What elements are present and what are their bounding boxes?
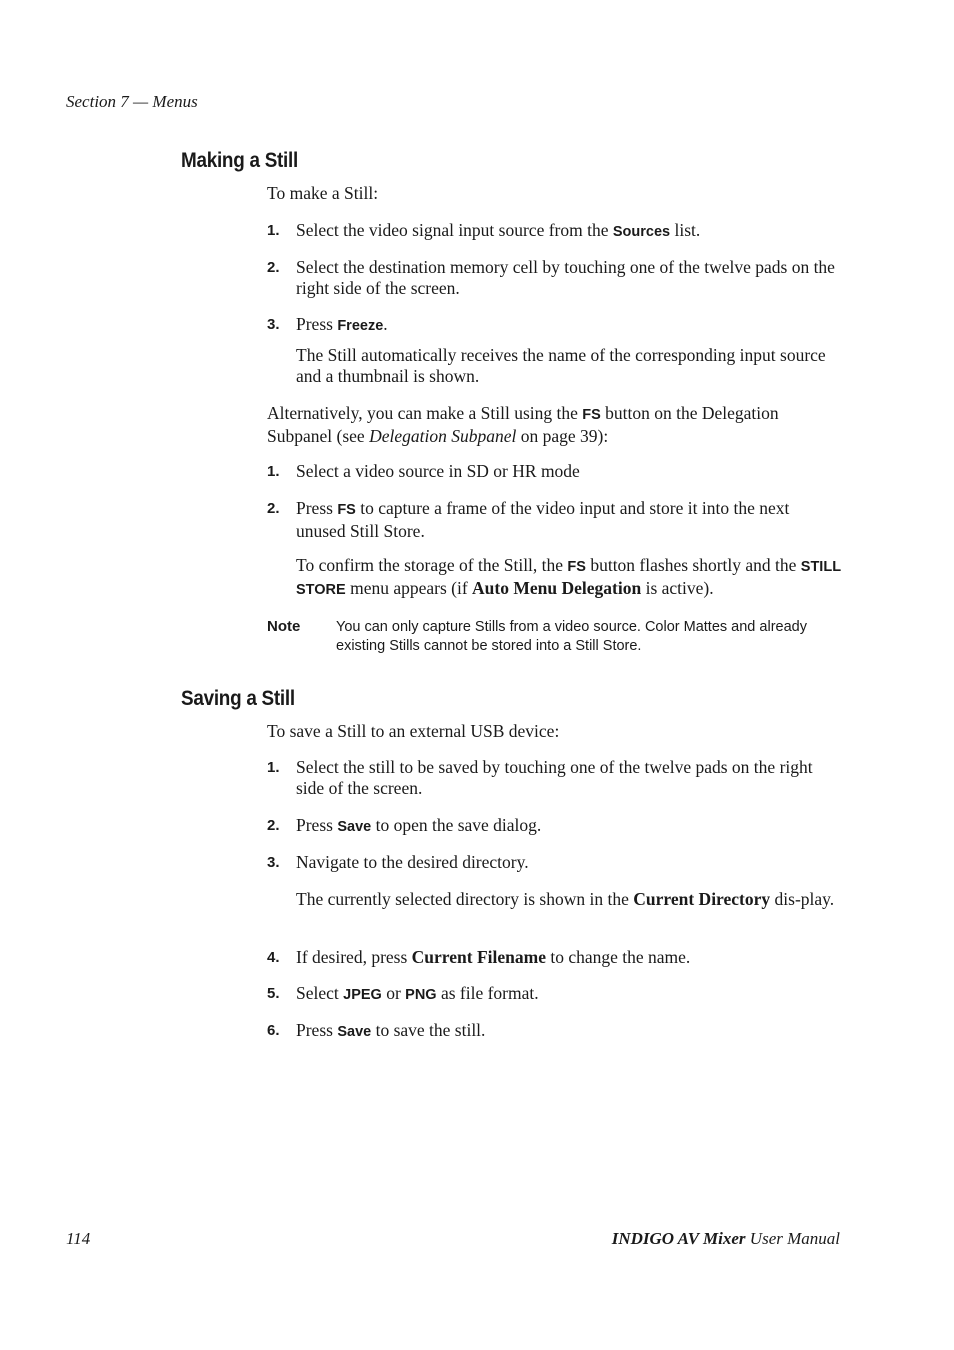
step-number: 1. bbox=[267, 222, 280, 239]
making-step-1: 1. Select the video signal input source from the Sources list. bbox=[267, 220, 701, 240]
ui-label-save: Save bbox=[337, 1024, 372, 1040]
page-number: 114 bbox=[66, 1229, 91, 1248]
heading-saving-a-still: Saving a Still bbox=[181, 687, 295, 710]
making-step-3-result: The Still automatically receives the name of the corresponding input source and a thumbnail is shown. bbox=[296, 345, 826, 386]
making-intro: To make a Still: bbox=[267, 183, 379, 203]
footer-title: INDIGO AV Mixer User Manual bbox=[611, 1229, 840, 1248]
saving-step-3: 3. Navigate to the desired directory. bbox=[267, 852, 529, 872]
bold-term: Auto Menu Delegation bbox=[472, 578, 642, 598]
ui-label-fs: FS bbox=[567, 559, 586, 575]
step-number: 5. bbox=[267, 985, 280, 1002]
saving-step-3-result: The currently selected directory is shown in the Current Directory dis-play. bbox=[296, 889, 835, 909]
running-head: Section 7 — Menus bbox=[66, 92, 198, 111]
cross-reference-link[interactable]: Delegation Subpanel bbox=[369, 426, 517, 446]
step-number: 2. bbox=[267, 500, 280, 517]
making-step-3: 3. Press Freeze. bbox=[267, 314, 388, 334]
ui-label-jpeg: JPEG bbox=[343, 987, 382, 1003]
bold-term: Current Filename bbox=[411, 947, 546, 967]
step-number: 4. bbox=[267, 949, 280, 966]
ui-label-freeze: Freeze bbox=[337, 318, 384, 334]
making-step-2: 2. Select the destination memory cell by touching one of the twelve pads on the right side of the screen. bbox=[267, 257, 835, 298]
ui-label-save: Save bbox=[337, 819, 372, 835]
saving-step-6: 6. Press Save to save the still. bbox=[267, 1020, 486, 1040]
step-number: 3. bbox=[267, 316, 280, 333]
step-number: 2. bbox=[267, 259, 280, 276]
step-number: 3. bbox=[267, 854, 280, 871]
step-number: 1. bbox=[267, 759, 280, 776]
saving-intro: To save a Still to an external USB device: bbox=[267, 721, 560, 741]
heading-making-a-still: Making a Still bbox=[181, 149, 298, 172]
note-label: Note bbox=[267, 618, 301, 635]
making-alternative: Alternatively, you can make a Still using the FS button on the Delegation Subpanel (see Delegation Subpanel on page 39): bbox=[267, 403, 779, 446]
ui-label-fs: FS bbox=[582, 407, 601, 423]
saving-step-2: 2. Press Save to open the save dialog. bbox=[267, 815, 542, 835]
alt-step-2: 2. Press FS to capture a frame of the video input and store it into the next unused Still Store. bbox=[267, 498, 790, 541]
note-text: You can only capture Stills from a video source. Color Mattes and already existing Stills cannot be stored into a Still Store. bbox=[336, 619, 807, 654]
saving-step-5: 5. Select JPEG or PNG as file format. bbox=[267, 983, 539, 1003]
alt-step-2-result: To confirm the storage of the Still, the FS button flashes shortly and the STILL STORE menu appears (if Auto Menu Delegation is active). bbox=[296, 555, 841, 598]
saving-step-4: 4. If desired, press Current Filename to change the name. bbox=[267, 947, 691, 967]
alt-step-1: 1. Select a video source in SD or HR mode bbox=[267, 461, 580, 481]
ui-label-fs: FS bbox=[337, 502, 356, 518]
step-number: 1. bbox=[267, 463, 280, 480]
ui-label-still-store: STILL STORE bbox=[296, 559, 841, 598]
step-number: 6. bbox=[267, 1022, 280, 1039]
ui-label-sources: Sources bbox=[612, 224, 671, 240]
saving-step-1: 1. Select the still to be saved by touching one of the twelve pads on the right side of the screen. bbox=[267, 757, 813, 798]
bold-term: Current Directory bbox=[633, 889, 771, 909]
ui-label-png: PNG bbox=[405, 987, 437, 1003]
step-number: 2. bbox=[267, 817, 280, 834]
